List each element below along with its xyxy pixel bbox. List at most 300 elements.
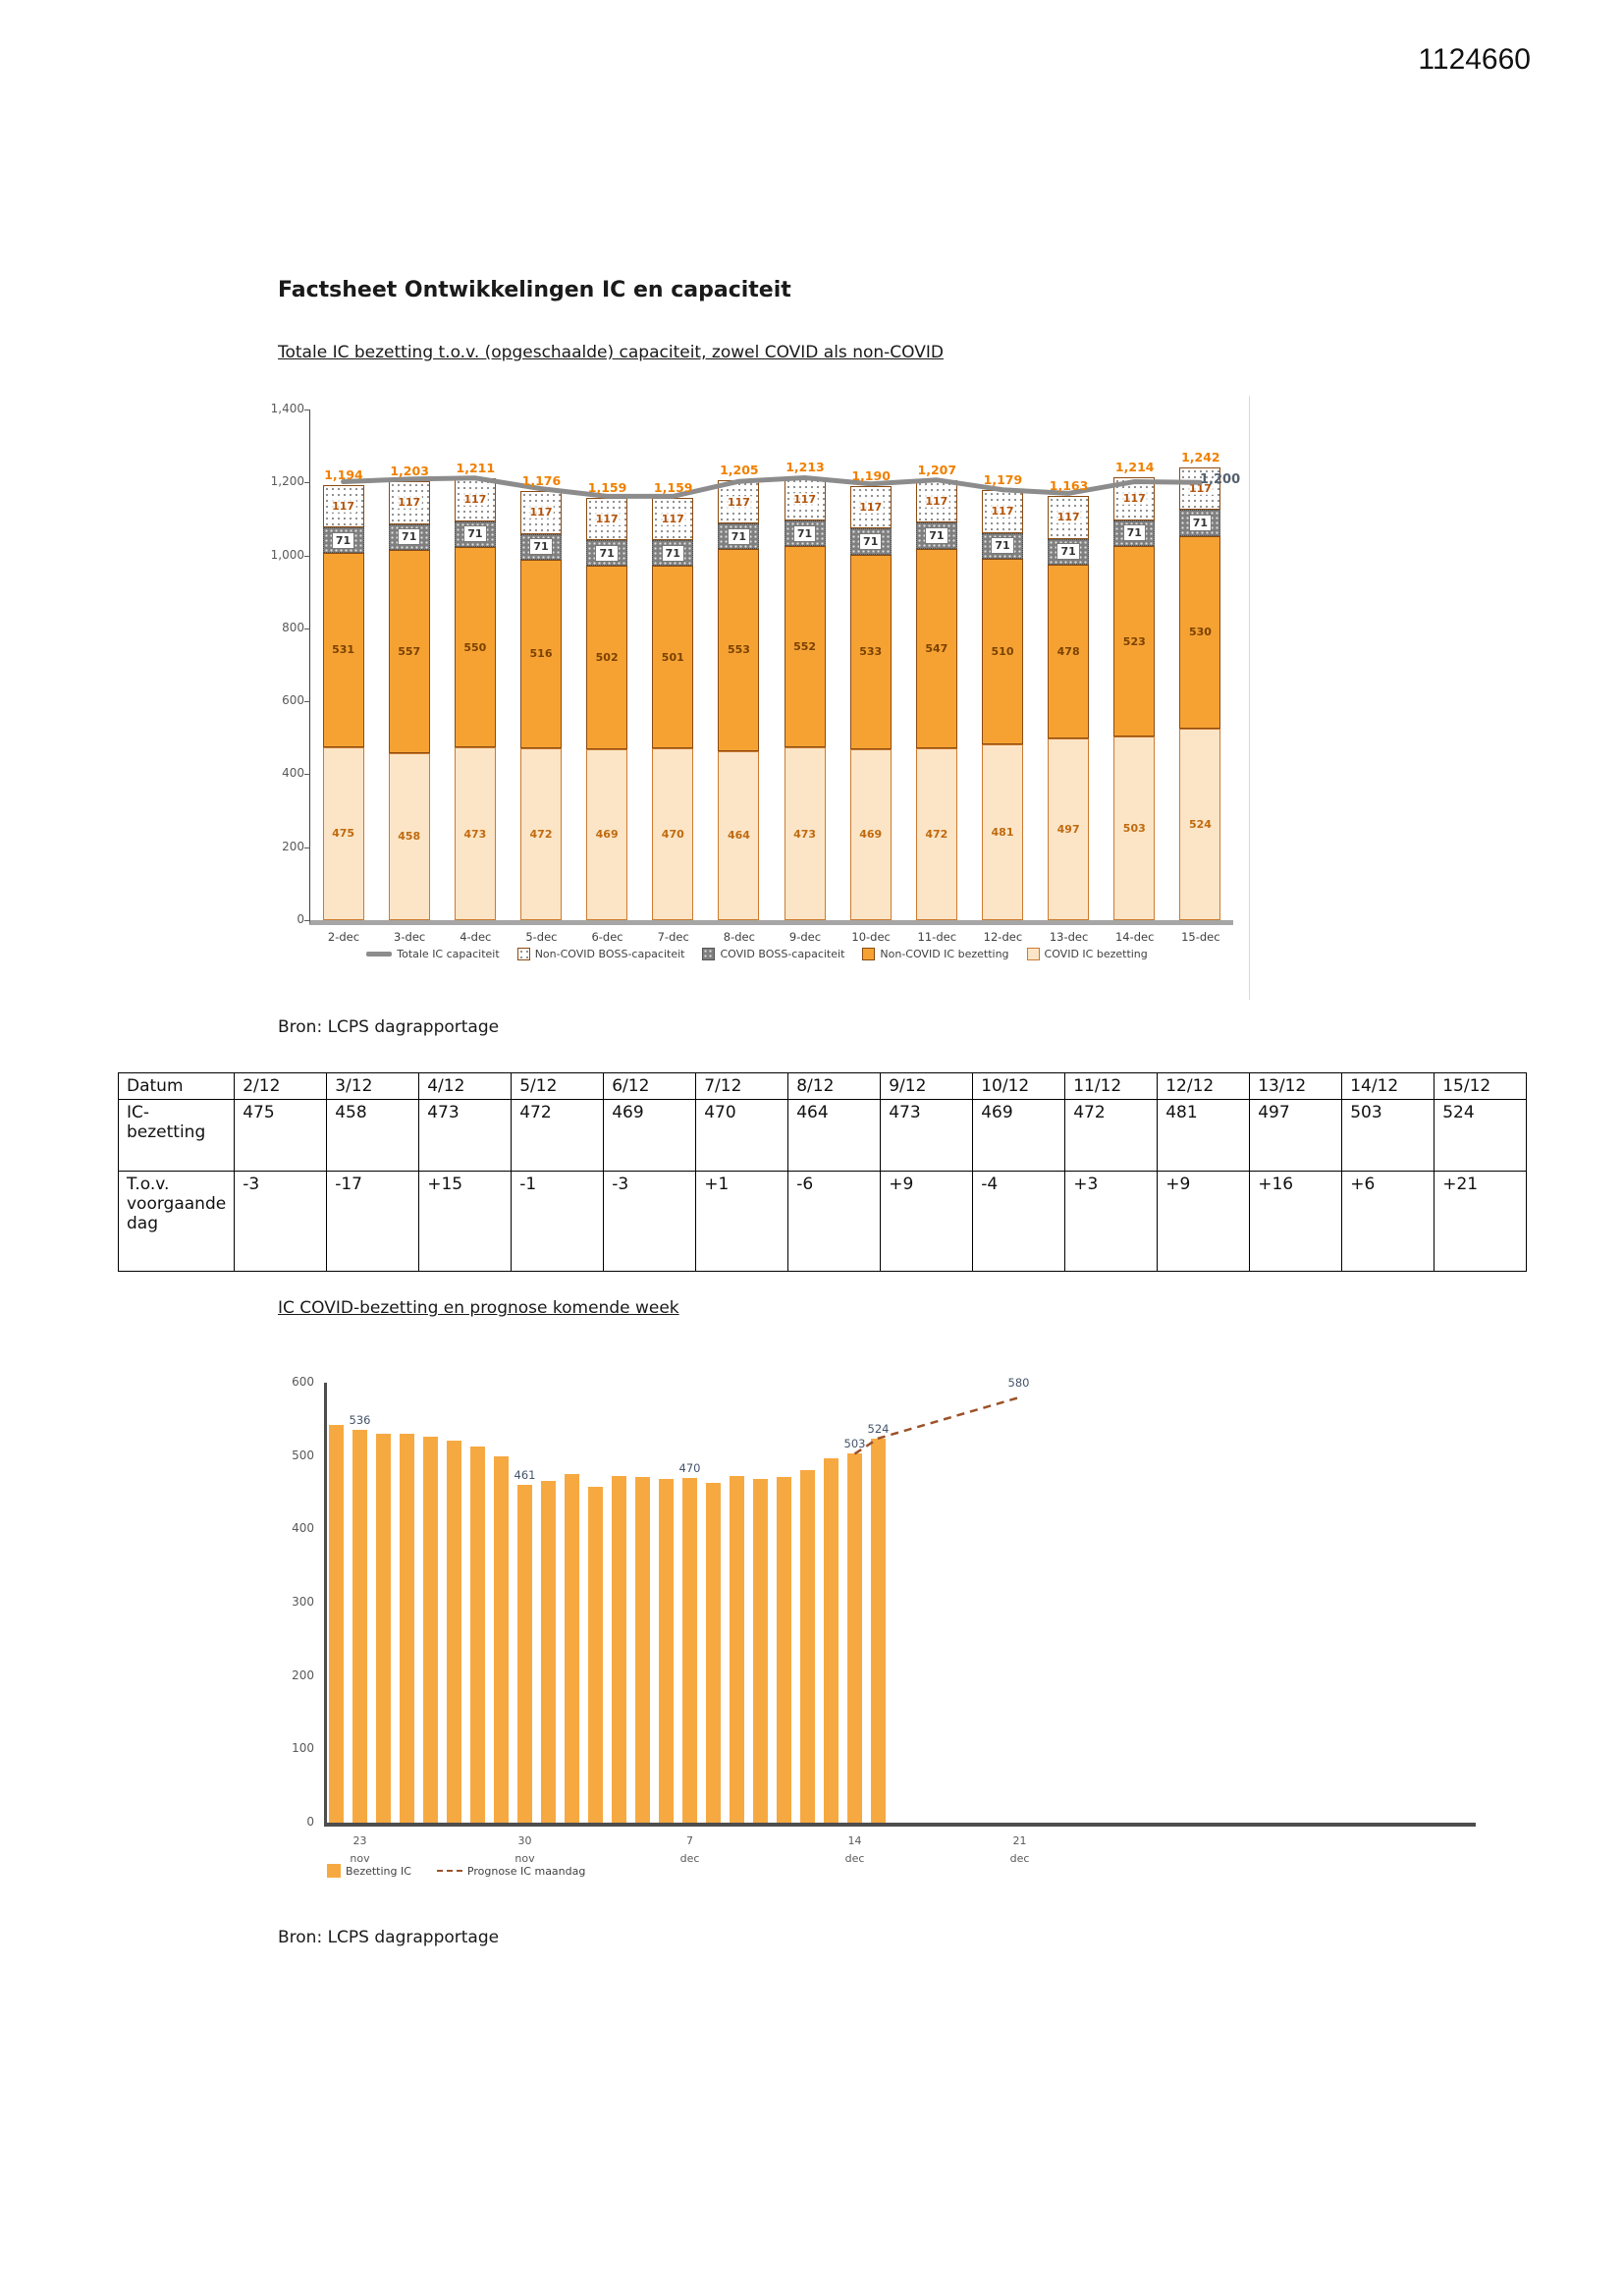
noncovid-boss-segment-text: 117 — [991, 505, 1014, 519]
table-cell-value: -3 — [235, 1172, 327, 1272]
legend-item — [366, 948, 499, 960]
table-row — [119, 1172, 1527, 1272]
covid-occupancy-segment — [389, 753, 430, 920]
bar-total-label-text: 1,214 — [1114, 460, 1155, 475]
covid-occupancy-segment-text: 472 — [925, 827, 948, 841]
occupancy-bar — [447, 1441, 461, 1823]
x-axis-tick-label — [903, 930, 970, 944]
y-axis-tick-label — [265, 474, 304, 488]
covid-boss-segment — [652, 540, 693, 566]
occupancy-bar — [777, 1477, 791, 1823]
x-axis-tick-label-text: 2-dec — [327, 930, 360, 944]
x-axis-tick-label — [376, 930, 443, 944]
occupancy-bar — [800, 1470, 815, 1823]
section2-heading: IC COVID-bezetting en prognose komende week — [278, 1298, 679, 1318]
occupancy-bar — [730, 1476, 744, 1823]
legend-label: Non-COVID BOSS-capaciteit — [534, 948, 685, 960]
table-row-label: T.o.v. voorgaande dag — [119, 1172, 235, 1272]
noncovid-boss-swatch — [517, 948, 530, 960]
table-cell-value: -3 — [604, 1172, 696, 1272]
bar-total-label-text: 1,194 — [324, 466, 363, 482]
occupancy-bar — [635, 1477, 650, 1823]
covid-occupancy-segment-text: 497 — [1056, 823, 1080, 837]
table-row — [119, 1100, 1527, 1172]
chart1-legend — [265, 948, 1249, 960]
bar-total-label-text: 1,179 — [983, 472, 1023, 488]
bar-total-label-text: 1,205 — [720, 463, 759, 478]
y-axis-tick-label — [265, 402, 304, 415]
covid-occupancy-segment-text: 503 — [1122, 822, 1146, 836]
noncovid-occupancy-segment-text: 547 — [925, 641, 948, 655]
table-header-date: 13/12 — [1250, 1073, 1342, 1100]
covid-occupancy-swatch — [1027, 948, 1040, 960]
noncovid-occupancy-segment — [1048, 565, 1089, 739]
noncovid-occupancy-segment — [1113, 546, 1155, 737]
bar-total-label-text: 1,213 — [785, 460, 825, 475]
x-axis-tick-text: 14 — [847, 1834, 862, 1847]
occupancy-bar — [400, 1434, 414, 1823]
covid-occupancy-segment — [1179, 729, 1220, 920]
table-cell-value: +15 — [419, 1172, 512, 1272]
occupancy-bar — [824, 1458, 839, 1823]
x-axis-tick-label — [640, 930, 707, 944]
covid-occupancy-segment-text: 524 — [1188, 818, 1212, 832]
table-header-date: 7/12 — [696, 1073, 788, 1100]
x-axis-tick-label — [310, 930, 377, 944]
y-axis-tick-label — [265, 840, 304, 853]
x-axis-tick-label-text: 3-dec — [394, 930, 426, 944]
legend-label: COVID BOSS-capaciteit — [720, 948, 845, 960]
covid-occupancy-segment — [785, 747, 826, 920]
legend-item — [437, 1865, 585, 1878]
table-cell-value: 464 — [788, 1100, 881, 1172]
table-cell-value: 470 — [696, 1100, 788, 1172]
capacity-line-end-label-text: 1,200 — [1200, 472, 1241, 488]
bar-total-label-text: 1,163 — [1049, 478, 1089, 494]
bar-total-label — [903, 463, 970, 477]
table-header-date: 10/12 — [973, 1073, 1065, 1100]
x-axis-tick-text: dec — [679, 1851, 700, 1865]
table-cell-value: 469 — [604, 1100, 696, 1172]
y-axis-tick-label — [265, 548, 304, 562]
bar-total-label — [508, 473, 574, 488]
x-axis-tick-text: dec — [844, 1851, 865, 1865]
y-axis-tick-label — [265, 621, 304, 634]
table-header-date: 8/12 — [788, 1073, 881, 1100]
capacity-line-swatch — [366, 952, 392, 957]
y-axis-tick-label-text: 1,400 — [270, 402, 304, 415]
covid-boss-segment-text: 71 — [662, 545, 684, 562]
covid-boss-segment — [916, 522, 957, 548]
noncovid-occupancy-segment-text: 516 — [529, 647, 553, 661]
y-axis-tick-label-text: 0 — [297, 912, 304, 926]
noncovid-occupancy-segment-text: 501 — [661, 650, 684, 664]
legend-label: COVID IC bezetting — [1044, 948, 1148, 960]
table-cell-value: +16 — [1250, 1172, 1342, 1272]
bar-value-label-text: 524 — [867, 1421, 890, 1436]
noncovid-occupancy-segment-text: 478 — [1056, 645, 1080, 659]
noncovid-boss-segment — [520, 491, 562, 533]
table-cell-value: 469 — [973, 1100, 1065, 1172]
chart2-source: Bron: LCPS dagrapportage — [278, 1928, 500, 1947]
noncovid-occupancy-segment — [718, 549, 759, 750]
noncovid-boss-segment-text: 117 — [398, 496, 421, 510]
covid-occupancy-segment-text: 473 — [793, 827, 817, 841]
noncovid-occupancy-segment-text: 533 — [859, 645, 883, 659]
occupancy-bar — [352, 1430, 367, 1823]
table-header-datum: Datum — [119, 1073, 235, 1100]
x-axis-tick-label-text: 9-dec — [788, 930, 822, 944]
covid-boss-segment — [850, 528, 892, 554]
noncovid-occupancy-segment — [850, 555, 892, 749]
bar-total-label — [640, 480, 707, 495]
table-header-date: 2/12 — [235, 1073, 327, 1100]
noncovid-occupancy-segment-text: 531 — [332, 643, 355, 657]
noncovid-boss-segment-text: 117 — [727, 495, 750, 509]
table-cell-value: +21 — [1435, 1172, 1527, 1272]
table-header-date: 11/12 — [1065, 1073, 1158, 1100]
noncovid-boss-segment — [389, 481, 430, 523]
y-axis-tick-label-text: 0 — [306, 1815, 314, 1829]
x-axis-tick-text: 30 — [517, 1834, 532, 1847]
noncovid-occupancy-segment-text: 550 — [463, 640, 487, 654]
noncovid-boss-segment — [323, 485, 364, 527]
y-axis-tick-mark — [304, 556, 310, 557]
x-axis-tick-label-text: 12-dec — [983, 930, 1023, 944]
covid-boss-swatch — [702, 948, 715, 960]
legend-label: Bezetting IC — [346, 1864, 411, 1878]
noncovid-occupancy-segment-text: 502 — [595, 651, 619, 665]
bar-value-label-text: 461 — [514, 1467, 536, 1482]
y-axis-tick-label — [265, 766, 304, 780]
noncovid-boss-segment-text: 117 — [925, 494, 948, 508]
occupancy-bar — [706, 1483, 721, 1823]
x-axis-tick-label — [969, 930, 1036, 944]
chart2-y-axis — [275, 1375, 318, 1829]
legend-label: Non-COVID IC bezetting — [880, 948, 1009, 960]
y-axis-tick-label — [275, 1668, 314, 1682]
bar-total-label-text: 1,203 — [390, 464, 429, 479]
noncovid-occupancy-segment — [389, 550, 430, 753]
covid-boss-segment-text: 71 — [463, 525, 486, 542]
table-cell-value: 503 — [1342, 1100, 1435, 1172]
table-cell-value: 472 — [512, 1100, 604, 1172]
noncovid-boss-segment-text: 117 — [332, 499, 355, 513]
covid-occupancy-segment-text: 475 — [332, 827, 355, 841]
noncovid-occupancy-segment — [586, 566, 627, 748]
prognosis-end-label-text: 580 — [1007, 1375, 1030, 1390]
bar-value-label — [856, 1422, 901, 1436]
table-cell-value: -1 — [512, 1172, 604, 1272]
covid-boss-segment — [1048, 539, 1089, 565]
x-axis-tick-label-text: 7-dec — [657, 930, 689, 944]
bar-total-label-text: 1,176 — [521, 473, 562, 489]
table-cell-value: 472 — [1065, 1100, 1158, 1172]
noncovid-occupancy-segment — [323, 553, 364, 746]
legend-label: Prognose IC maandag — [466, 1864, 586, 1878]
occupancy-bar — [470, 1447, 485, 1823]
covid-boss-segment-text: 71 — [1123, 524, 1146, 541]
x-axis-tick-label — [991, 1832, 1050, 1867]
covid-occupancy-segment-text: 469 — [859, 828, 883, 842]
legend-item — [1027, 948, 1148, 960]
legend-item — [862, 948, 1008, 960]
bar-total-label — [1167, 450, 1234, 465]
noncovid-boss-segment-text: 117 — [595, 512, 619, 525]
noncovid-occupancy-segment-text: 523 — [1122, 634, 1146, 648]
noncovid-boss-segment — [982, 490, 1023, 532]
occupancy-bar — [329, 1425, 344, 1823]
y-axis-tick-label-text: 500 — [292, 1448, 314, 1462]
x-axis-tick-label-text: 13-dec — [1049, 930, 1089, 944]
noncovid-boss-segment — [652, 498, 693, 540]
table-header-date: 12/12 — [1158, 1073, 1250, 1100]
x-axis-tick-label-text: 4-dec — [460, 930, 492, 944]
covid-boss-segment — [1179, 510, 1220, 535]
y-axis-tick-label-text: 400 — [282, 766, 304, 781]
covid-occupancy-segment — [718, 751, 759, 920]
x-axis-tick-label-text: 6-dec — [591, 930, 623, 944]
table-cell-value: 481 — [1158, 1100, 1250, 1172]
chart2-plot-area — [324, 1375, 1476, 1865]
bar-value-label-text: 503 — [843, 1437, 866, 1451]
x-axis-tick-label — [331, 1832, 390, 1867]
bar-total-label — [1102, 460, 1168, 474]
legend-item — [702, 948, 844, 960]
x-axis-tick-label — [574, 930, 641, 944]
noncovid-occupancy-segment-text: 552 — [793, 640, 817, 654]
occupancy-bar — [659, 1479, 674, 1823]
noncovid-boss-segment-text: 117 — [661, 512, 684, 525]
covid-boss-segment — [455, 521, 496, 547]
table-header-date: 14/12 — [1342, 1073, 1435, 1100]
y-axis-tick-label-text: 200 — [282, 839, 304, 853]
covid-boss-segment — [389, 524, 430, 550]
covid-boss-segment-text: 71 — [859, 533, 882, 550]
occupancy-bar — [517, 1485, 532, 1823]
chart1-source: Bron: LCPS dagrapportage — [278, 1017, 500, 1037]
occupancy-bar — [871, 1439, 886, 1823]
noncovid-boss-segment-text: 117 — [793, 492, 817, 506]
covid-occupancy-segment — [916, 748, 957, 920]
bar-total-label — [772, 460, 839, 474]
capacity-stacked-bar-chart — [265, 396, 1250, 1000]
y-axis-tick-label-text: 300 — [292, 1595, 314, 1609]
covid-boss-segment — [520, 534, 562, 560]
noncovid-occupancy-segment-text: 557 — [398, 644, 421, 658]
bar-value-label — [833, 1437, 878, 1450]
noncovid-boss-segment — [718, 480, 759, 522]
table-row-label: IC-bezetting — [119, 1100, 235, 1172]
occupancy-bar — [588, 1487, 603, 1823]
covid-boss-segment-text: 71 — [793, 525, 816, 542]
x-axis-tick-label — [826, 1832, 885, 1867]
table-cell-value: 473 — [419, 1100, 512, 1172]
noncovid-boss-segment-text: 117 — [1056, 511, 1080, 524]
section1-heading: Totale IC bezetting t.o.v. (opgeschaalde) capaciteit, zowel COVID als non-COVID — [278, 343, 944, 362]
x-axis-tick-label-text: 14-dec — [1114, 930, 1155, 944]
table-cell-value: +6 — [1342, 1172, 1435, 1272]
bar-value-label — [503, 1468, 548, 1482]
x-axis-tick-label — [1102, 930, 1168, 944]
bar-total-label — [838, 468, 904, 483]
bar-value-label — [338, 1413, 383, 1427]
occupancy-bar — [612, 1476, 626, 1823]
y-axis-tick-label-text: 1,000 — [270, 547, 304, 562]
table-cell-value: 524 — [1435, 1100, 1527, 1172]
occupancy-bar — [376, 1434, 391, 1823]
table-header-date: 4/12 — [419, 1073, 512, 1100]
noncovid-occupancy-segment — [652, 566, 693, 748]
y-axis-tick-label-text: 400 — [292, 1521, 314, 1536]
x-axis-tick-text: 7 — [686, 1834, 693, 1847]
occupancy-bar — [753, 1479, 768, 1823]
covid-occupancy-segment — [652, 748, 693, 920]
y-axis-tick-label — [275, 1521, 314, 1535]
table-cell-value: 475 — [235, 1100, 327, 1172]
covid-occupancy-segment — [982, 744, 1023, 920]
capacity-line-end-label — [1200, 472, 1240, 487]
covid-boss-segment-text: 71 — [1056, 543, 1079, 560]
x-axis-tick-label-text: 15-dec — [1181, 930, 1220, 944]
noncovid-occupancy-segment — [520, 560, 562, 748]
bar-total-label — [706, 463, 773, 477]
bar-total-label-text: 1,190 — [851, 468, 891, 483]
table-header-date: 3/12 — [327, 1073, 419, 1100]
x-axis-tick-text: nov — [514, 1851, 535, 1865]
prognosis-dash-swatch — [437, 1870, 462, 1872]
x-axis-tick-label — [442, 930, 509, 944]
covid-occupancy-segment — [1048, 738, 1089, 920]
y-axis-tick-label-text: 100 — [292, 1741, 314, 1756]
bar-total-label-text: 1,211 — [456, 461, 496, 476]
covid-occupancy-segment-text: 458 — [398, 830, 421, 844]
table-cell-value: +9 — [881, 1172, 973, 1272]
document-number: 1124660 — [1418, 43, 1531, 76]
page-title: Factsheet Ontwikkelingen IC en capaciteit — [278, 278, 791, 302]
noncovid-boss-segment — [916, 480, 957, 522]
x-axis-tick-text: dec — [1009, 1851, 1030, 1865]
covid-boss-segment-text: 71 — [398, 528, 420, 545]
ic-bezetting-table — [118, 1072, 1527, 1272]
x-axis-tick-text: nov — [350, 1851, 370, 1865]
bar-total-label — [1036, 478, 1103, 493]
x-axis-tick-label — [496, 1832, 555, 1867]
table-header-row — [119, 1073, 1527, 1100]
covid-occupancy-segment — [323, 747, 364, 920]
y-axis-tick-mark — [304, 920, 310, 921]
noncovid-boss-segment — [586, 498, 627, 540]
bar-value-label — [668, 1461, 713, 1475]
covid-occupancy-segment-text: 481 — [991, 826, 1014, 840]
occupancy-bar — [847, 1453, 862, 1823]
covid-occupancy-segment-text: 464 — [727, 829, 750, 843]
noncovid-occupancy-swatch — [862, 948, 875, 960]
y-axis-tick-label — [275, 1815, 314, 1829]
table-cell-value: +3 — [1065, 1172, 1158, 1272]
y-axis-tick-label — [275, 1595, 314, 1609]
covid-occupancy-segment — [586, 749, 627, 920]
y-axis-tick-label-text: 600 — [292, 1375, 314, 1389]
table-cell-value: 497 — [1250, 1100, 1342, 1172]
covid-boss-segment-text: 71 — [595, 545, 618, 562]
noncovid-boss-segment-text: 117 — [529, 506, 553, 519]
noncovid-occupancy-segment-text: 510 — [991, 645, 1014, 659]
bar-total-label-text: 1,207 — [917, 462, 957, 477]
occupancy-bar-swatch — [327, 1864, 341, 1878]
covid-occupancy-segment-text: 473 — [463, 827, 487, 841]
noncovid-boss-segment-text: 117 — [859, 501, 883, 515]
chart1-plot-area — [309, 410, 1241, 944]
x-axis-tick-label-text: 11-dec — [917, 930, 957, 944]
noncovid-boss-segment-text: 117 — [1188, 481, 1212, 495]
table-cell-value: 458 — [327, 1100, 419, 1172]
y-axis-tick-label — [275, 1375, 314, 1389]
bar-total-label-text: 1,159 — [653, 479, 693, 495]
table-cell-value: -17 — [327, 1172, 419, 1272]
bar-total-label — [574, 480, 641, 495]
covid-boss-segment-text: 71 — [1189, 515, 1212, 531]
covid-boss-segment-text: 71 — [332, 532, 354, 549]
occupancy-bar — [494, 1456, 509, 1823]
covid-boss-segment — [718, 523, 759, 549]
covid-boss-segment-text: 71 — [925, 527, 947, 544]
y-axis-tick-label — [265, 693, 304, 707]
bar-total-label — [376, 464, 443, 478]
covid-occupancy-segment-text: 470 — [661, 828, 684, 842]
table-header-date: 9/12 — [881, 1073, 973, 1100]
x-axis-tick-label — [508, 930, 574, 944]
y-axis-tick-mark — [304, 774, 310, 775]
covid-occupancy-segment — [455, 747, 496, 920]
table-cell-value: -6 — [788, 1172, 881, 1272]
covid-boss-segment — [586, 540, 627, 566]
bar-value-label-text: 536 — [349, 1412, 371, 1427]
y-axis-tick-label-text: 200 — [292, 1667, 314, 1682]
x-axis-tick-label — [1167, 930, 1234, 944]
occupancy-bar — [565, 1474, 579, 1823]
covid-boss-segment — [1113, 520, 1155, 546]
covid-occupancy-segment — [850, 749, 892, 920]
noncovid-occupancy-segment-text: 530 — [1188, 626, 1212, 639]
x-axis-tick-label-text: 10-dec — [851, 930, 891, 944]
noncovid-boss-segment — [1048, 496, 1089, 538]
occupancy-bar — [682, 1478, 697, 1823]
noncovid-boss-segment — [785, 477, 826, 519]
legend-label: Totale IC capaciteit — [397, 948, 500, 960]
table-header-date: 15/12 — [1435, 1073, 1527, 1100]
noncovid-boss-segment-text: 117 — [463, 493, 487, 507]
covid-boss-segment-text: 71 — [728, 528, 750, 545]
bar-total-label-text: 1,242 — [1181, 449, 1220, 465]
legend-item — [517, 948, 685, 960]
covid-boss-segment-text: 71 — [991, 537, 1013, 554]
noncovid-occupancy-segment-text: 553 — [727, 643, 750, 657]
noncovid-occupancy-segment — [455, 547, 496, 747]
covid-boss-segment — [785, 520, 826, 546]
prognosis-end-label — [1008, 1376, 1030, 1390]
x-axis-tick-text: 23 — [352, 1834, 367, 1847]
x-axis-tick-label-text: 8-dec — [723, 930, 755, 944]
covid-boss-segment — [982, 533, 1023, 559]
y-axis-tick-label-text: 1,200 — [270, 474, 304, 489]
table-header-date: 6/12 — [604, 1073, 696, 1100]
noncovid-occupancy-segment — [1179, 536, 1220, 730]
bar-value-label-text: 470 — [678, 1461, 701, 1476]
y-axis-tick-label — [275, 1741, 314, 1755]
y-axis-tick-label — [275, 1449, 314, 1462]
x-axis-tick-label-text: 5-dec — [525, 930, 558, 944]
